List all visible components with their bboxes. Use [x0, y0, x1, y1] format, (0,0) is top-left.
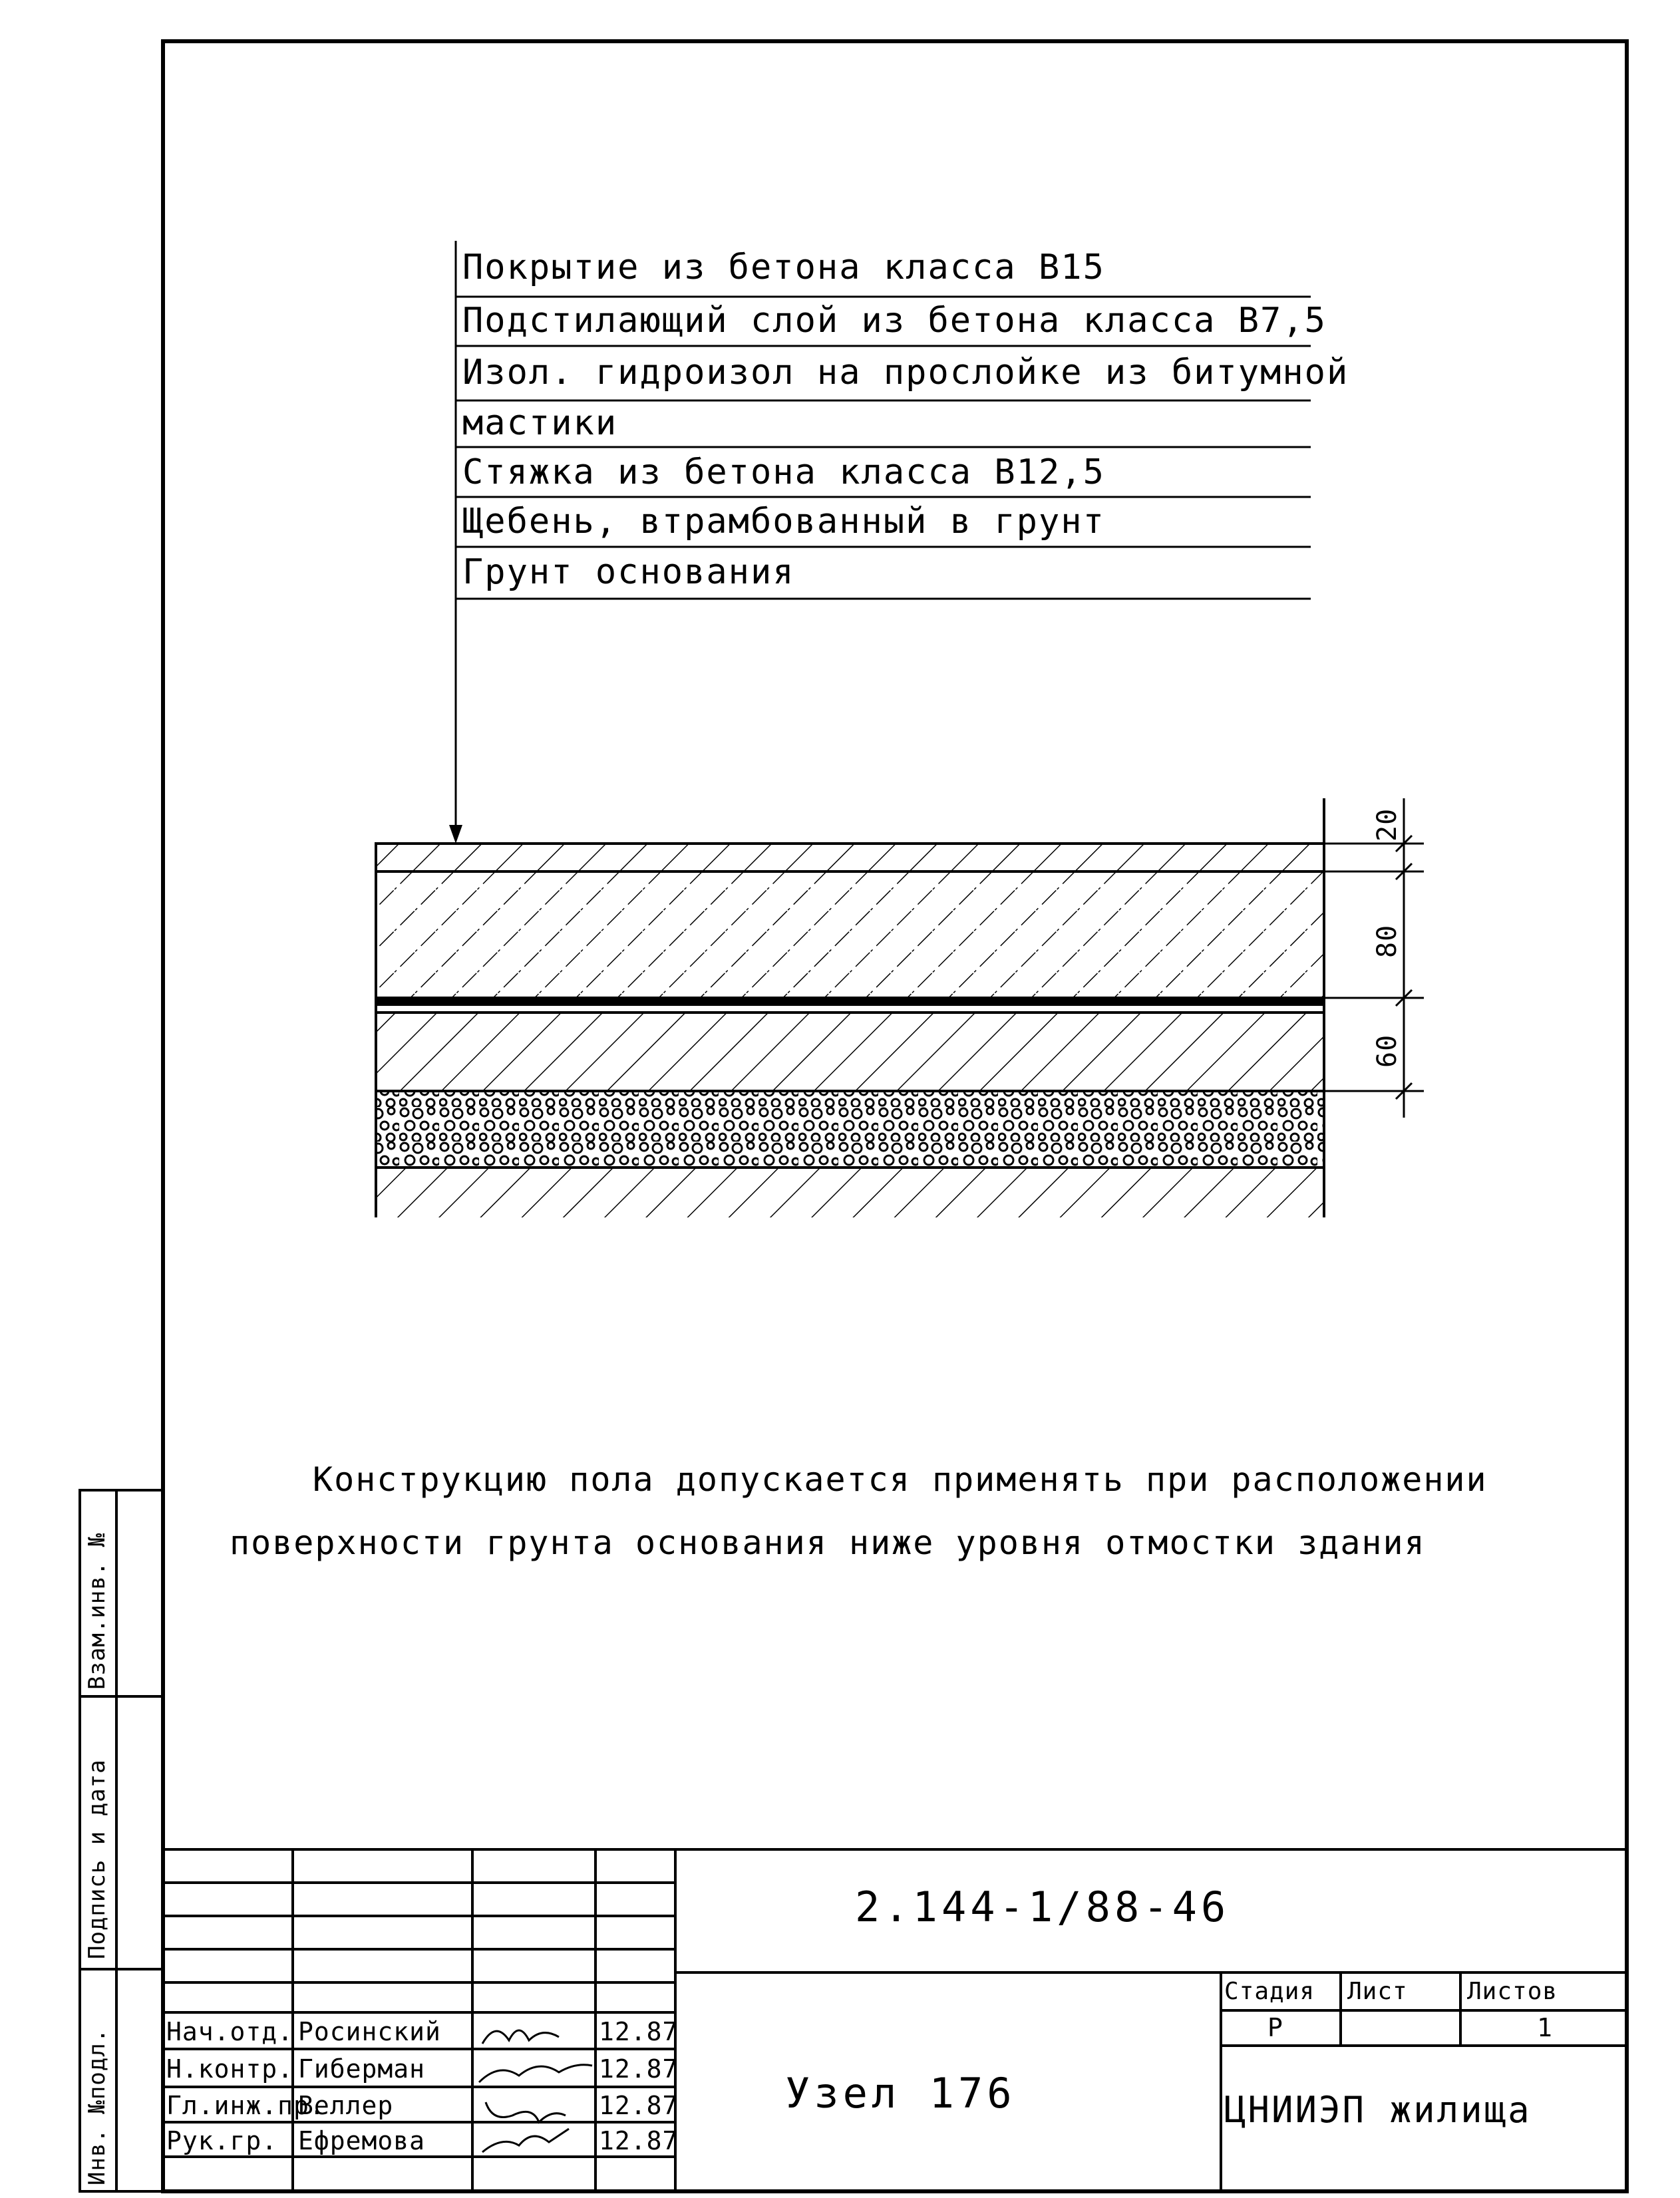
floor-section: [376, 798, 1324, 1217]
legend-item-gravel: Щебень, втрамбованный в грунт: [462, 502, 1105, 542]
dimension-20: 20: [1372, 808, 1403, 842]
note-line-1: Конструкцию пола допускается применять при расположении: [313, 1460, 1488, 1499]
organization-name: ЦНИИЭП жилища: [1224, 2089, 1532, 2131]
document-code: 2.144-1/88-46: [855, 1883, 1230, 1931]
drawing-title: Узел 176: [785, 2069, 1016, 2118]
legend-item-sublayer: Подстилающий слой из бетона класса В7,5: [462, 301, 1327, 341]
note-line-2: поверхности грунта основания ниже уровня отмостки здания: [230, 1523, 1426, 1562]
leader-arrow: [449, 825, 462, 844]
side-stamp-inv-podl: Инв. №подл.: [84, 2028, 110, 2185]
signer-role: Н.контр.: [166, 2054, 294, 2084]
legend-item-waterproofing-cont: мастики: [462, 403, 618, 443]
stage-header: Стадия: [1224, 1978, 1315, 2005]
sheets-value: 1: [1537, 2013, 1553, 2042]
dimension-60: 60: [1372, 1034, 1403, 1068]
dimension-chain: [1324, 798, 1424, 1118]
signer-date: 12.87: [599, 2054, 679, 2084]
signer-date: 12.87: [599, 2017, 679, 2046]
signer-role: Рук.гр.: [166, 2126, 278, 2155]
legend-item-waterproofing: Изол. гидроизол на прослойке из битумной: [462, 353, 1349, 392]
signer-date: 12.87: [599, 2126, 679, 2155]
signer-date: 12.87: [599, 2091, 679, 2120]
signer-name: Веллер: [298, 2091, 394, 2120]
stage-value: Р: [1267, 2013, 1283, 2042]
side-stamp-vzam-inv: Взам.инв. №: [84, 1532, 110, 1690]
signer-name: Гиберман: [298, 2054, 426, 2084]
sheet-header: Лист: [1347, 1978, 1408, 2005]
legend-item-ground: Грунт основания: [462, 552, 795, 592]
signer-name: Ефремова: [298, 2126, 426, 2155]
signer-name: Росинский: [298, 2017, 441, 2046]
legend-item-coating: Покрытие из бетона класса В15: [462, 247, 1105, 287]
legend-item-screed: Стяжка из бетона класса В12,5: [462, 452, 1105, 492]
signer-role: Нач.отд.: [166, 2017, 294, 2046]
side-stamp-podpis-data: Подпись и дата: [84, 1759, 110, 1959]
sheets-header: Листов: [1467, 1978, 1558, 2005]
dimension-80: 80: [1372, 924, 1403, 958]
signer-role: Гл.инж.пр.: [166, 2091, 325, 2120]
